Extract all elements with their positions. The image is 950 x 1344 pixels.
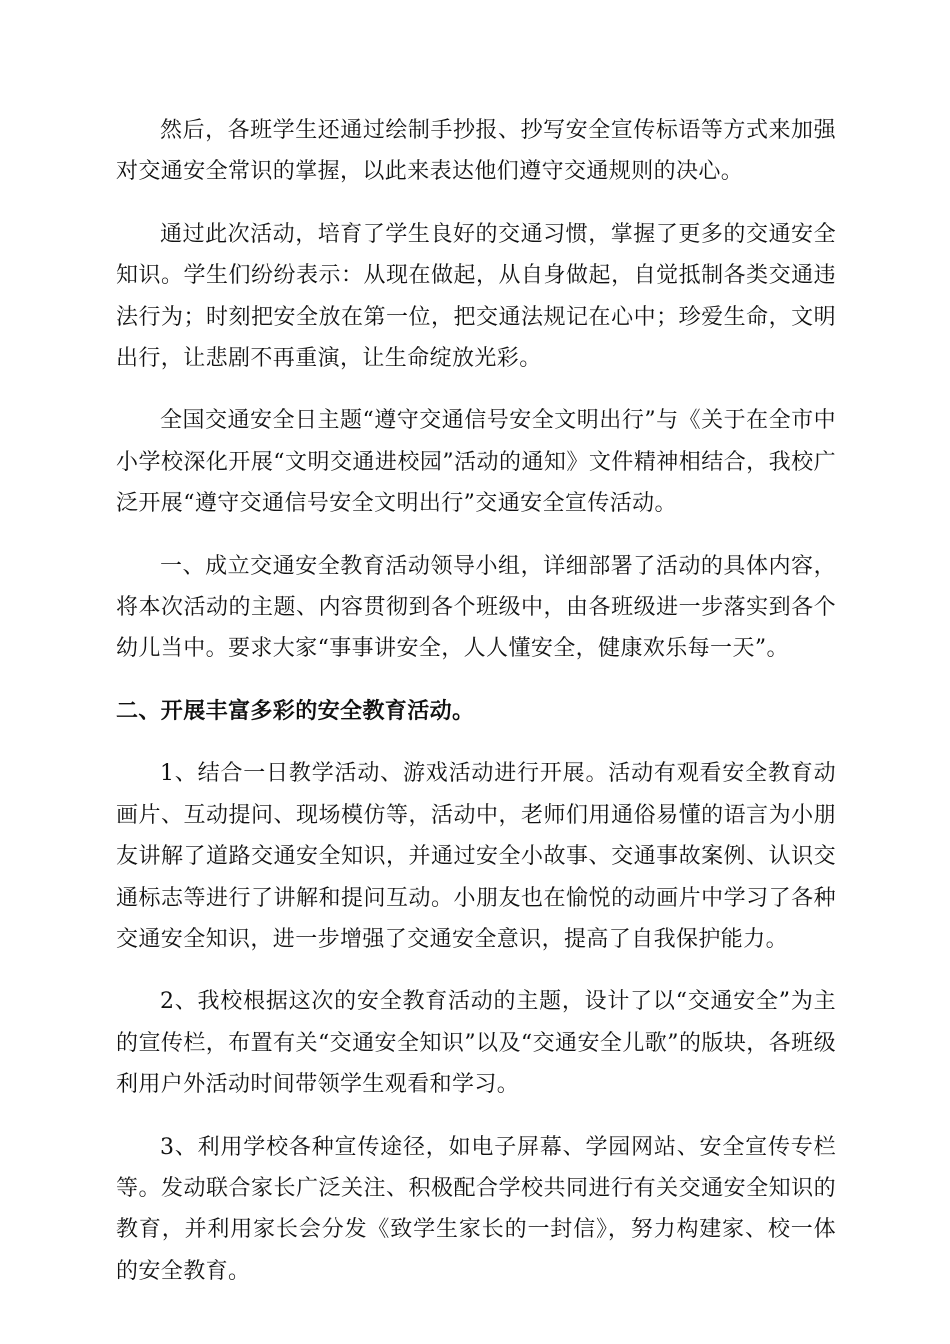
paragraph-national-safety-day: 全国交通安全日主题“遵守交通信号安全文明出行”与《关于在全市中小学校深化开展“文明交通进校园”活动的通知》文件精神相结合，我校广泛开展“遵守交通信号安全文明出行”交通安全宣传活动。 <box>116 408 836 517</box>
paragraph-activity-outcome: 通过此次活动，培育了学生良好的交通习惯，掌握了更多的交通安全知识。学生们纷纷表示：从现在做起，从自身做起，自觉抵制各类交通违法行为；时刻把安全放在第一位，把交通法规记在心中；珍爱生命，文明出行，让悲剧不再重演，让生命绽放光彩。 <box>116 221 836 372</box>
paragraph-handmade-posters: 然后，各班学生还通过绘制手抄报、抄写安全宣传标语等方式来加强对交通安全常识的掌握，以此来表达他们遵守交通规则的决心。 <box>116 118 836 185</box>
list-item-publicity-channels: 3、利用学校各种宣传途径，如电子屏幕、学园网站、安全宣传专栏等。发动联合家长广泛关注、积极配合学校共同进行有关交通安全知识的教育，并利用家长会分发《致学生家长的一封信》，努力构建家、校一体的安全教育。 <box>116 1134 836 1284</box>
list-item-teaching-activities: 1、结合一日教学活动、游戏活动进行开展。活动有观看安全教育动画片、互动提问、现场模仿等，活动中，老师们用通俗易懂的语言为小朋友讲解了道路交通安全知识，并通过安全小故事、交通事故案例、认识交通标志等进行了讲解和提问互动。小朋友也在愉悦的动画片中学习了各种交通安全知识，进一步增强了交通安全意识，提高了自我保护能力。 <box>116 761 836 952</box>
paragraph-leadership-group: 一、成立交通安全教育活动领导小组，详细部署了活动的具体内容，将本次活动的主题、内容贯彻到各个班级中，由各班级进一步落实到各个幼儿当中。要求大家“事事讲安全，人人懂安全，健康欢乐每一天”。 <box>116 553 836 662</box>
section-heading: 二、开展丰富多彩的安全教育活动。 <box>116 697 475 724</box>
document-body <box>116 110 836 1313</box>
list-item-bulletin-board: 2、我校根据这次的安全教育活动的主题，设计了以“交通安全”为主的宣传栏，布置有关“交通安全知识”以及“交通安全儿歌”的版块，各班级利用户外活动时间带领学生观看和学习。 <box>116 989 836 1098</box>
